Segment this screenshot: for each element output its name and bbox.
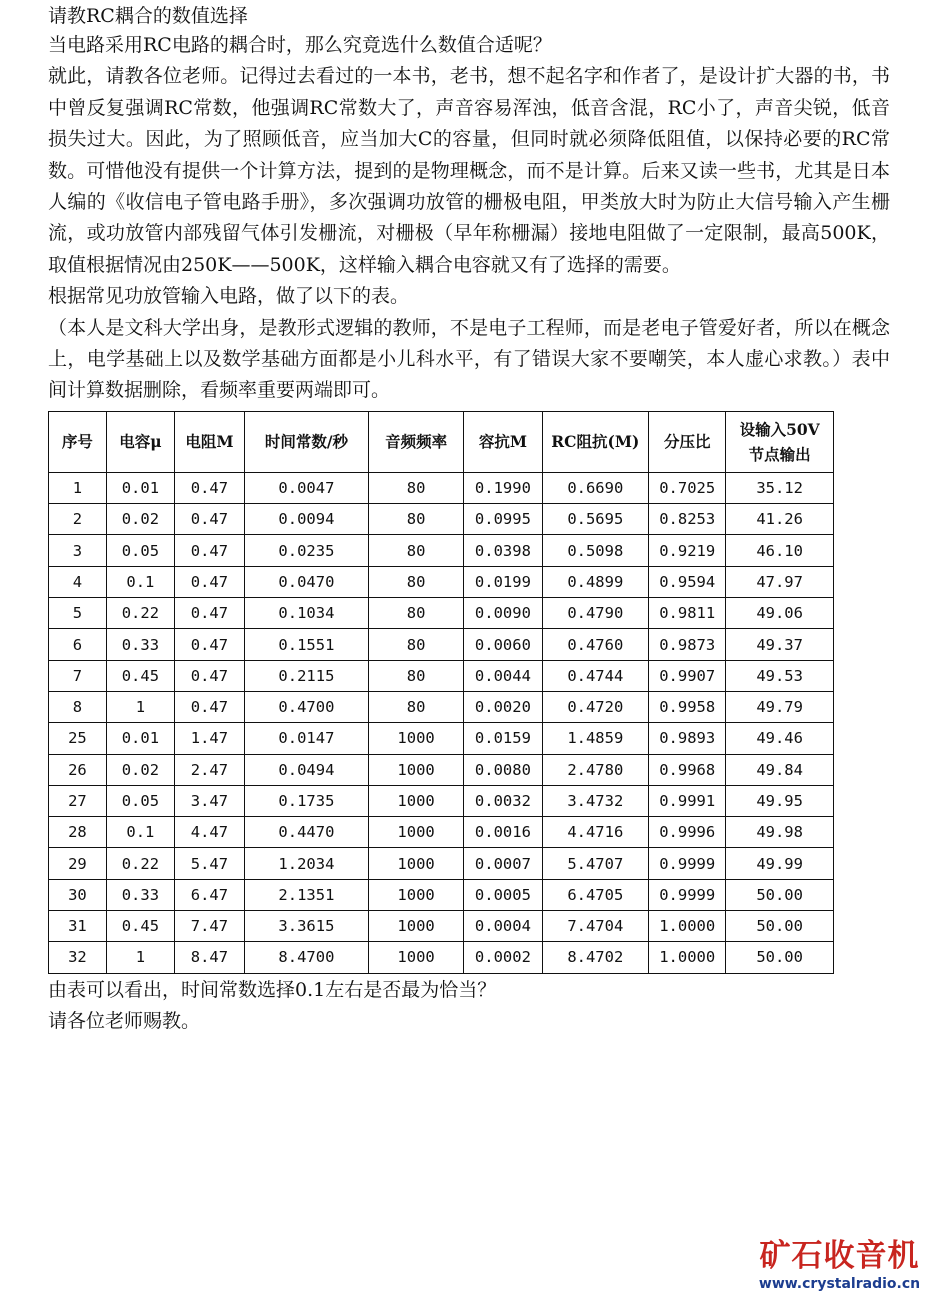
cell-resistance: 3.47 [174,785,244,816]
cell-time-constant: 0.0147 [244,723,368,754]
cell-divider-ratio: 0.8253 [649,504,726,535]
closing-text: 请各位老师赐教。 [48,1010,201,1033]
cell-divider-ratio: 0.9873 [649,629,726,660]
site-logo [752,1238,927,1294]
cell-resistance: 5.47 [174,848,244,879]
cell-reactance: 0.0080 [464,754,542,785]
cell-divider-ratio: 0.9999 [649,879,726,910]
cell-node-output: 49.98 [726,817,834,848]
cell-rc-impedance: 5.4707 [542,848,649,879]
cell-divider-ratio: 1.0000 [649,942,726,973]
header-resistance: 电阻M [174,411,244,472]
table-row [49,942,834,973]
cell-node-output: 49.99 [726,848,834,879]
header-reactance: 容抗M [464,411,542,472]
cell-time-constant: 8.4700 [244,942,368,973]
cell-frequency: 80 [368,472,463,503]
cell-resistance: 0.47 [174,660,244,691]
cell-frequency: 1000 [368,879,463,910]
cell-rc-impedance: 0.5098 [542,535,649,566]
rc-values-table [48,411,834,974]
cell-rc-impedance: 2.4780 [542,754,649,785]
cell-divider-ratio: 0.9991 [649,785,726,816]
cell-divider-ratio: 0.9219 [649,535,726,566]
cell-rc-impedance: 7.4704 [542,911,649,942]
cell-capacitance: 0.45 [106,660,174,691]
cell-resistance: 8.47 [174,942,244,973]
cell-capacitance: 0.33 [106,629,174,660]
cell-time-constant: 0.4470 [244,817,368,848]
table-row [49,504,834,535]
cell-frequency: 1000 [368,723,463,754]
cell-capacitance: 0.33 [106,879,174,910]
cell-node-output: 49.79 [726,691,834,722]
cell-reactance: 0.0002 [464,942,542,973]
table-row [49,754,834,785]
cell-rc-impedance: 0.4720 [542,691,649,722]
table-header-row [49,411,834,472]
cell-divider-ratio: 0.9811 [649,598,726,629]
cell-time-constant: 0.2115 [244,660,368,691]
cell-node-output: 47.97 [726,566,834,597]
cell-reactance: 0.0020 [464,691,542,722]
cell-capacitance: 0.1 [106,566,174,597]
cell-index: 8 [49,691,107,722]
cell-reactance: 0.0005 [464,879,542,910]
table-intro-text: 根据常见功放管输入电路，做了以下的表。 [48,285,410,308]
table-row [49,879,834,910]
cell-node-output: 49.95 [726,785,834,816]
cell-index: 29 [49,848,107,879]
cell-time-constant: 0.0470 [244,566,368,597]
header-index: 序号 [49,411,107,472]
cell-resistance: 0.47 [174,566,244,597]
cell-time-constant: 0.0047 [244,472,368,503]
header-frequency: 音频频率 [368,411,463,472]
cell-node-output: 35.12 [726,472,834,503]
table-row [49,848,834,879]
cell-capacitance: 0.01 [106,472,174,503]
cell-resistance: 0.47 [174,504,244,535]
cell-node-output: 41.26 [726,504,834,535]
cell-index: 26 [49,754,107,785]
cell-capacitance: 0.05 [106,535,174,566]
author-note-paragraph: （本人是文科大学出身，是教形式逻辑的教师，不是电子工程师，而是老电子管爱好者，所以在概念上，电学基础上以及数学基础方面都是小儿科水平，有了错误大家不要嘲笑，本人虚心求教。）表中间计算数据删除，看频率重要两端即可。 [48,316,890,402]
cell-rc-impedance: 1.4859 [542,723,649,754]
cell-capacitance: 1 [106,691,174,722]
cell-frequency: 80 [368,660,463,691]
cell-time-constant: 0.1551 [244,629,368,660]
cell-node-output: 49.06 [726,598,834,629]
cell-resistance: 1.47 [174,723,244,754]
cell-rc-impedance: 0.4899 [542,566,649,597]
cell-index: 1 [49,472,107,503]
cell-frequency: 80 [368,535,463,566]
cell-capacitance: 0.1 [106,817,174,848]
cell-reactance: 0.0199 [464,566,542,597]
cell-frequency: 1000 [368,911,463,942]
cell-frequency: 80 [368,629,463,660]
table-row [49,660,834,691]
cell-capacitance: 0.22 [106,848,174,879]
cell-divider-ratio: 0.9968 [649,754,726,785]
cell-capacitance: 0.22 [106,598,174,629]
cell-index: 28 [49,817,107,848]
cell-rc-impedance: 0.4760 [542,629,649,660]
cell-rc-impedance: 6.4705 [542,879,649,910]
cell-frequency: 80 [368,504,463,535]
cell-node-output: 50.00 [726,942,834,973]
cell-resistance: 4.47 [174,817,244,848]
header-time-constant: 时间常数/秒 [244,411,368,472]
cell-reactance: 0.0007 [464,848,542,879]
main-paragraph: 就此，请教各位老师。记得过去看过的一本书，老书，想不起名字和作者了，是设计扩大器的书，书中曾反复强调RC常数，他强调RC常数大了，声音容易浑浊，低音含混，RC小了，声音尖锐，低音损失过大。因此，为了照顾低音，应当加大C的容量，但同时就必须降低阻值，以保持必要的RC常数。可惜他没有提供一个计算方法，提到的是物理概念，而不是计算。后来又读一些书，尤其是日本人编的《收信电子管电路手册》，多次强调功放管的栅极电阻，甲类放大时为防止大信号输入产生栅流，或功放管内部残留气体引发栅流，对栅极（早年称栅漏）接地电阻做了一定限制，最高500K，取值根据情况由250K——500K，这样输入耦合电容就又有了选择的需要。 [48,65,890,276]
cell-time-constant: 1.2034 [244,848,368,879]
cell-index: 32 [49,942,107,973]
question-text: 当电路采用RC电路的耦合时，那么究竟选什么数值合适呢？ [48,34,552,56]
cell-reactance: 0.0004 [464,911,542,942]
cell-node-output: 49.53 [726,660,834,691]
table-body [49,472,834,973]
cell-rc-impedance: 0.5695 [542,504,649,535]
table-row [49,566,834,597]
cell-divider-ratio: 0.9893 [649,723,726,754]
cell-rc-impedance: 0.4790 [542,598,649,629]
cell-index: 3 [49,535,107,566]
header-capacitance: 电容μ [106,411,174,472]
cell-node-output: 49.84 [726,754,834,785]
cell-capacitance: 0.01 [106,723,174,754]
document-body [48,2,890,1037]
cell-index: 31 [49,911,107,942]
table-row [49,817,834,848]
cell-rc-impedance: 0.4744 [542,660,649,691]
cell-index: 7 [49,660,107,691]
cell-index: 4 [49,566,107,597]
table-row [49,911,834,942]
cell-resistance: 0.47 [174,629,244,660]
cell-divider-ratio: 0.9999 [649,848,726,879]
cell-node-output: 50.00 [726,911,834,942]
cell-reactance: 0.0044 [464,660,542,691]
cell-reactance: 0.0060 [464,629,542,660]
logo-url: www.crystalradio.cn [758,1276,921,1292]
cell-reactance: 0.0159 [464,723,542,754]
cell-capacitance: 0.45 [106,911,174,942]
cell-node-output: 46.10 [726,535,834,566]
cell-reactance: 0.1990 [464,472,542,503]
cell-time-constant: 3.3615 [244,911,368,942]
table-row [49,535,834,566]
header-rc-impedance: RC阻抗(M) [542,411,649,472]
cell-node-output: 50.00 [726,879,834,910]
cell-divider-ratio: 1.0000 [649,911,726,942]
cell-time-constant: 2.1351 [244,879,368,910]
cell-reactance: 0.0016 [464,817,542,848]
cell-divider-ratio: 0.9958 [649,691,726,722]
cell-resistance: 0.47 [174,691,244,722]
cell-rc-impedance: 0.6690 [542,472,649,503]
cell-time-constant: 0.4700 [244,691,368,722]
cell-frequency: 80 [368,598,463,629]
cell-reactance: 0.0032 [464,785,542,816]
cell-resistance: 2.47 [174,754,244,785]
cell-resistance: 6.47 [174,879,244,910]
conclusion-text: 由表可以看出，时间常数选择0.1左右是否最为恰当？ [48,978,497,1001]
cell-index: 27 [49,785,107,816]
cell-resistance: 0.47 [174,598,244,629]
cell-resistance: 0.47 [174,472,244,503]
table-row [49,785,834,816]
cell-capacitance: 0.05 [106,785,174,816]
logo-name: 矿石收音机 [759,1238,920,1274]
cell-frequency: 80 [368,691,463,722]
cell-frequency: 1000 [368,754,463,785]
cell-time-constant: 0.0094 [244,504,368,535]
cell-resistance: 7.47 [174,911,244,942]
table-row [49,598,834,629]
header-node-output: 设输入50V 节点输出 [726,411,834,472]
cell-frequency: 1000 [368,817,463,848]
cell-resistance: 0.47 [174,535,244,566]
cell-index: 2 [49,504,107,535]
cell-reactance: 0.0090 [464,598,542,629]
cell-index: 6 [49,629,107,660]
table-row [49,629,834,660]
cell-node-output: 49.46 [726,723,834,754]
cell-capacitance: 0.02 [106,754,174,785]
cell-time-constant: 0.1735 [244,785,368,816]
cell-divider-ratio: 0.7025 [649,472,726,503]
header-divider-ratio: 分压比 [649,411,726,472]
cell-frequency: 1000 [368,942,463,973]
cell-index: 5 [49,598,107,629]
cell-rc-impedance: 8.4702 [542,942,649,973]
cell-index: 25 [49,723,107,754]
cell-divider-ratio: 0.9996 [649,817,726,848]
cell-reactance: 0.0398 [464,535,542,566]
cell-node-output: 49.37 [726,629,834,660]
cell-divider-ratio: 0.9907 [649,660,726,691]
cell-capacitance: 1 [106,942,174,973]
cell-frequency: 80 [368,566,463,597]
cell-divider-ratio: 0.9594 [649,566,726,597]
cell-rc-impedance: 3.4732 [542,785,649,816]
table-row [49,472,834,503]
cell-time-constant: 0.1034 [244,598,368,629]
cell-frequency: 1000 [368,848,463,879]
cell-index: 30 [49,879,107,910]
table-row [49,691,834,722]
cell-capacitance: 0.02 [106,504,174,535]
cell-time-constant: 0.0235 [244,535,368,566]
cell-time-constant: 0.0494 [244,754,368,785]
post-title: 请教RC耦合的数值选择 [48,5,248,27]
cell-reactance: 0.0995 [464,504,542,535]
cell-rc-impedance: 4.4716 [542,817,649,848]
table-row [49,723,834,754]
cell-frequency: 1000 [368,785,463,816]
